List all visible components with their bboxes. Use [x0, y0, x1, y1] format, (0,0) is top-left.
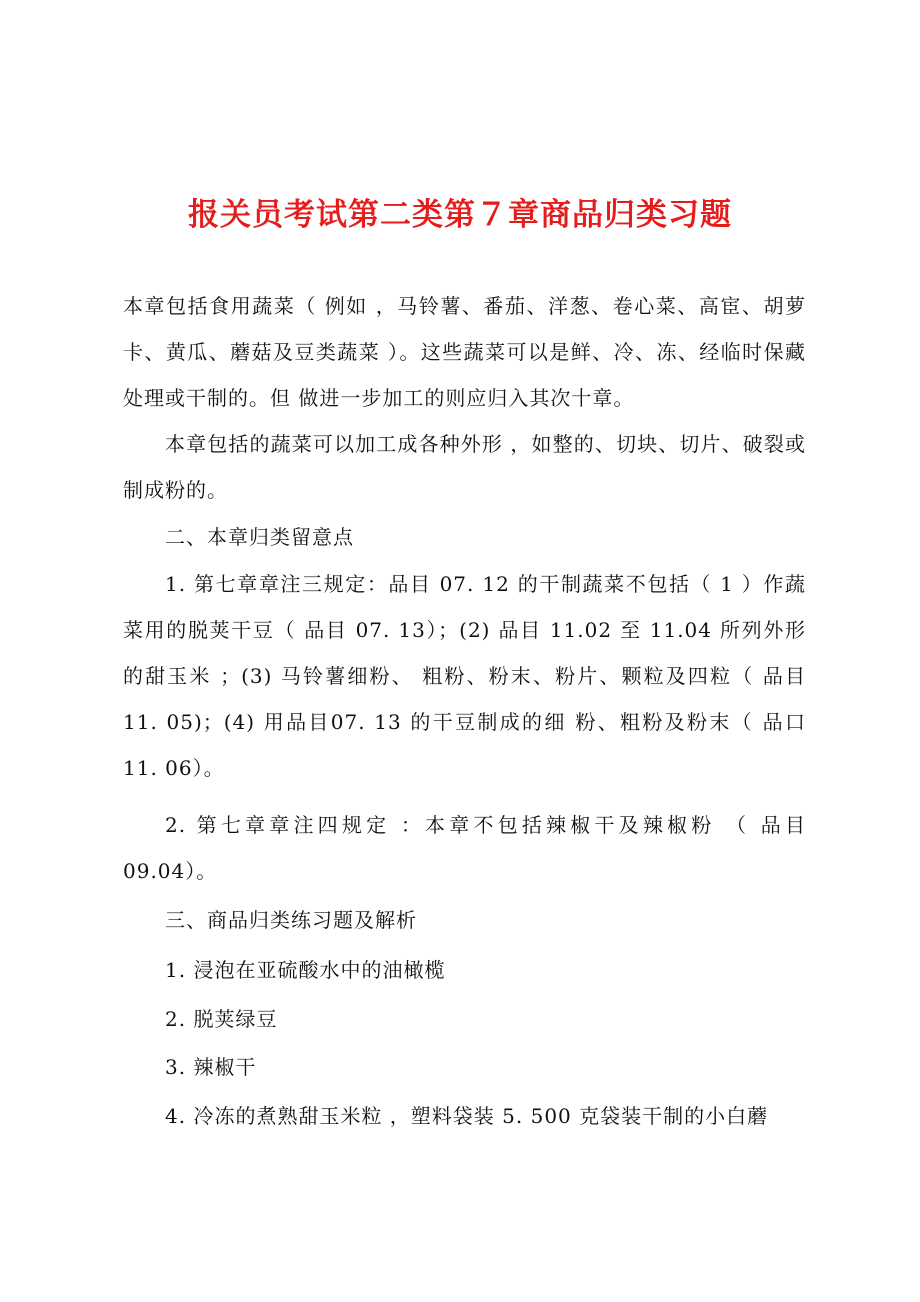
paragraph-note-four: 2. 第七章章注四规定 ：本章不包括辣椒干及辣椒粉 （ 品目09.04）。 — [123, 813, 806, 883]
exercise-item: 4. 冷冻的煮熟甜玉米粒 ，塑料袋装 5. 500 克袋装干制的小白蘑 — [165, 1104, 769, 1128]
section-heading-notes: 二、本章归类留意点 — [165, 525, 354, 549]
section-heading-exercises: 三、商品归类练习题及解析 — [165, 908, 417, 932]
paragraph-shapes: 本章包括的蔬菜可以加工成各种外形 ，如整的、切块、切片、破裂或制成粉的。 — [123, 432, 806, 502]
document-title: 报关员考试第二类第７章商品归类习题 — [188, 197, 732, 233]
paragraph-note-three: 1. 第七章章注三规定：品目 07. 12 的干制蔬菜不包括（ 1 ）作蔬菜用的脱荚干豆（ 品目 07. 13）；(2) 品目 11.02 至 11.04 所列外形的甜玉米 ；(3) 马铃薯细粉、 粗粉、粉末、粉片、颗粒及四粒（ 品目 11. 05)；(4) 用品目07. 13 的干豆制成的细 粉、粗粉及粉末（ 品口 11. 06）。 — [123, 572, 806, 780]
exercise-item: 1. 浸泡在亚硫酸水中的油橄榄 — [165, 958, 446, 982]
exercise-item: 2. 脱荚绿豆 — [165, 1007, 278, 1031]
paragraph-intro: 本章包括食用蔬菜（ 例如 ，马铃薯、番茄、洋葱、卷心菜、高宦、胡萝卡、黄瓜、蘑菇及豆类蔬菜 ）。这些蔬菜可以是鲜、冷、冻、经临时保藏处理或干制的。但 做进一步加工的则应归入其次十章。 — [123, 294, 806, 410]
exercise-item: 3. 辣椒干 — [165, 1055, 257, 1079]
